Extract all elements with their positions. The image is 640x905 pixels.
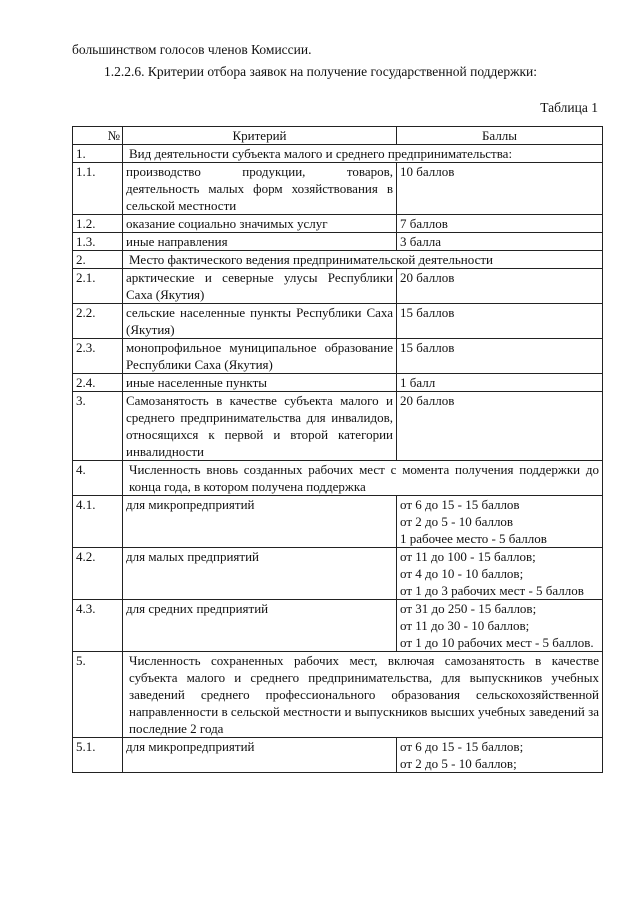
table-row	[73, 392, 603, 461]
row-criterion: производство продукции, товаров, деятельность малых форм хозяйствования в сельской местности	[123, 163, 397, 215]
criteria-table	[72, 126, 603, 773]
points-line: от 2 до 5 - 10 баллов	[400, 514, 514, 529]
points-line: от 11 до 30 - 10 баллов;	[400, 618, 530, 633]
points-line: от 6 до 15 - 15 баллов	[400, 497, 520, 512]
row-criterion: для микропредприятий	[123, 738, 397, 773]
table-body	[73, 145, 603, 773]
table-row	[73, 548, 603, 600]
table-row	[73, 496, 603, 548]
row-criterion: оказание социально значимых услуг	[123, 215, 397, 233]
row-criterion: Место фактического ведения предпринимательской деятельности	[123, 251, 603, 269]
row-number: 1.	[73, 145, 123, 163]
row-points: 10 баллов	[397, 163, 603, 215]
row-points	[397, 496, 603, 548]
row-criterion: Самозанятость в качестве субъекта малого и среднего предпринимательства для инвалидов, относящихся к первой и второй категории инвалидности	[123, 392, 397, 461]
row-points: 20 баллов	[397, 392, 603, 461]
table-row	[73, 233, 603, 251]
table-row	[73, 461, 603, 496]
points-line: 1 рабочее место - 5 баллов	[400, 531, 547, 546]
row-points: 3 балла	[397, 233, 603, 251]
header-number: №	[73, 127, 123, 145]
row-criterion: для средних предприятий	[123, 600, 397, 652]
table-row	[73, 600, 603, 652]
row-number: 4.3.	[73, 600, 123, 652]
table-row	[73, 145, 603, 163]
header-criterion: Критерий	[123, 127, 397, 145]
row-number: 5.	[73, 652, 123, 738]
row-criterion: для микропредприятий	[123, 496, 397, 548]
row-number: 2.4.	[73, 374, 123, 392]
row-points	[397, 548, 603, 600]
points-line: от 1 до 3 рабочих мест - 5 баллов	[400, 583, 584, 598]
row-number: 4.1.	[73, 496, 123, 548]
row-number: 2.	[73, 251, 123, 269]
row-criterion: Численность вновь созданных рабочих мест с момента получения поддержки до конца года, в котором получена поддержка	[123, 461, 603, 496]
intro-line-2: 1.2.2.6. Критерии отбора заявок на получение государственной поддержки:	[104, 64, 538, 79]
row-number: 4.	[73, 461, 123, 496]
points-line: от 6 до 15 - 15 баллов;	[400, 739, 524, 754]
row-points	[397, 600, 603, 652]
row-criterion: для малых предприятий	[123, 548, 397, 600]
table-row	[73, 269, 603, 304]
row-number: 4.2.	[73, 548, 123, 600]
points-line: от 31 до 250 - 15 баллов;	[400, 601, 537, 616]
row-criterion: монопрофильное муниципальное образование Республики Саха (Якутия)	[123, 339, 397, 374]
table-row	[73, 339, 603, 374]
row-criterion: иные направления	[123, 233, 397, 251]
table-row	[73, 215, 603, 233]
points-line: от 2 до 5 - 10 баллов;	[400, 756, 517, 771]
table-header-row	[73, 127, 603, 145]
table-row	[73, 738, 603, 773]
row-number: 3.	[73, 392, 123, 461]
row-criterion: иные населенные пункты	[123, 374, 397, 392]
row-points: 15 баллов	[397, 339, 603, 374]
points-line: от 1 до 10 рабочих мест - 5 баллов.	[400, 635, 594, 650]
table-row	[73, 304, 603, 339]
row-points: 15 баллов	[397, 304, 603, 339]
table-row	[73, 374, 603, 392]
row-number: 1.3.	[73, 233, 123, 251]
row-number: 2.3.	[73, 339, 123, 374]
points-line: от 11 до 100 - 15 баллов;	[400, 549, 536, 564]
row-number: 2.1.	[73, 269, 123, 304]
row-criterion: сельские населенные пункты Республики Саха (Якутия)	[123, 304, 397, 339]
row-points: 1 балл	[397, 374, 603, 392]
points-line: от 4 до 10 - 10 баллов;	[400, 566, 524, 581]
row-number: 1.2.	[73, 215, 123, 233]
row-points: 20 баллов	[397, 269, 603, 304]
table-row	[73, 251, 603, 269]
table-row	[73, 652, 603, 738]
row-points: 7 баллов	[397, 215, 603, 233]
header-points: Баллы	[397, 127, 603, 145]
row-number: 5.1.	[73, 738, 123, 773]
intro-line-1: большинством голосов членов Комиссии.	[72, 42, 312, 57]
row-criterion: Численность сохраненных рабочих мест, включая самозанятость в качестве субъекта малого и среднего предпринимательства, для выпускников учебных заведений среднего профессионального образования сельскохозяйственной направленности в сельской местности и выпускников высших учебных заведений за последние 2 года	[123, 652, 603, 738]
row-number: 2.2.	[73, 304, 123, 339]
row-points	[397, 738, 603, 773]
table-row	[73, 163, 603, 215]
row-number: 1.1.	[73, 163, 123, 215]
table-caption: Таблица 1	[540, 100, 598, 115]
row-criterion: арктические и северные улусы Республики Саха (Якутия)	[123, 269, 397, 304]
row-criterion: Вид деятельности субъекта малого и среднего предпринимательства:	[123, 145, 603, 163]
